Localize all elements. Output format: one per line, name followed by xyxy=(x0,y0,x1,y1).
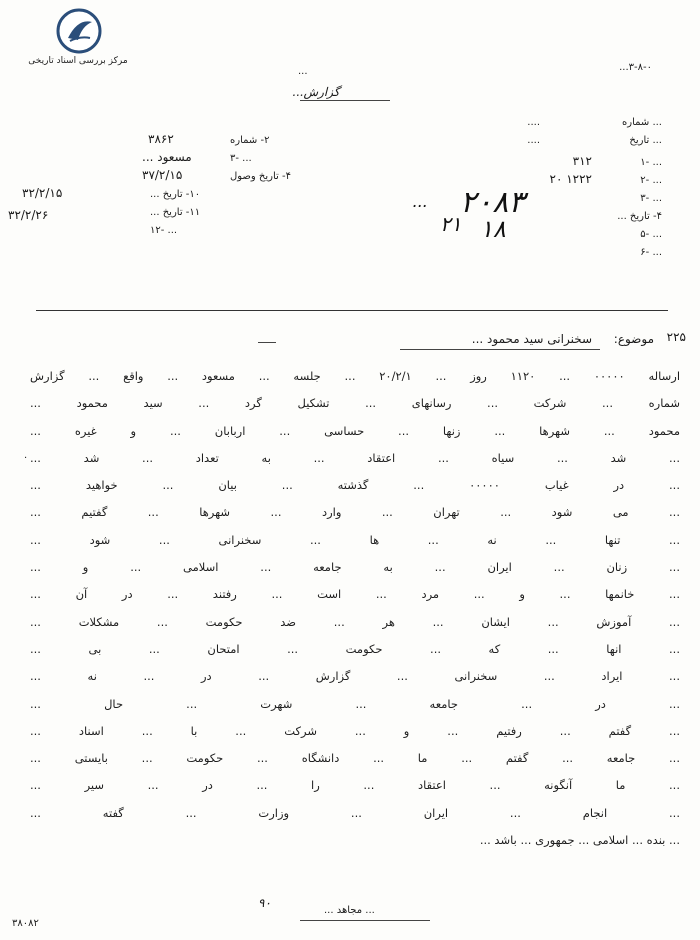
body-line: ... ما آنگونه ... اعتقاد ... را ... در ... سیر ... xyxy=(30,778,680,793)
body-line: ... بنده ... اسلامی ... جمهوری ... باشد ... xyxy=(479,833,680,848)
right-field-label: ۴- تاریخ ... xyxy=(617,211,662,222)
body-line: ... خانمها ... و ... مرد ... است ... رفتند ... در آن ... xyxy=(30,587,680,602)
left-field-label: ۳- ... xyxy=(230,153,252,164)
subject-text: سخنرانی سید محمود ... xyxy=(471,332,592,346)
handwritten-number: ۲۱ xyxy=(440,212,462,236)
left-field-value: ۳۸۶۲ xyxy=(148,132,174,146)
header-line-1: ... xyxy=(298,66,308,77)
logo-text: مرکز بررسی اسناد تاریخی xyxy=(28,56,128,66)
right-field-value: ۳۱۲ xyxy=(572,154,592,168)
margin-mark: . xyxy=(24,450,28,461)
body-line: ... انها ... که ... حکومت ... امتحان ... بی ... xyxy=(30,641,680,656)
classification-mark xyxy=(258,332,276,343)
right-field-label: ۵- ... xyxy=(640,229,662,240)
left-field-label: ۱۲- ... xyxy=(150,225,178,236)
header-line-2: گزارش... xyxy=(292,85,340,99)
left-field-label: ۲- شماره xyxy=(230,135,270,146)
body-line: محمود ... شهرها ... زنها ... حساسی ... اربابان ... و غیره ... xyxy=(30,423,680,438)
right-field-label: ... شماره xyxy=(622,117,662,128)
footer-underline xyxy=(300,920,430,921)
right-field-label: ... تاریخ xyxy=(629,135,662,146)
body-line: ... تنها ... نه ... ها ... سخنرانی ... شود ... xyxy=(30,532,680,547)
left-edge-date: ۳۲/۲/۲۶ xyxy=(8,208,49,222)
subject-label: موضوع: xyxy=(613,332,654,346)
handwritten-mark: ... xyxy=(412,192,428,211)
body-line: ... می شود ... تهران ... وارد ... شهرها ... گفتیم ... xyxy=(30,505,680,520)
left-field-value: ۳۷/۲/۱۵ xyxy=(142,168,183,182)
handwritten-number: ۱۸ xyxy=(480,215,506,243)
body-line: ... در غیاب ۰۰۰۰۰ ... گذشته ... بیان ... خواهید ... xyxy=(30,478,680,493)
archive-logo xyxy=(18,8,138,70)
right-field-label: ۱- ... xyxy=(640,157,662,168)
right-field-dots: .... xyxy=(527,135,540,146)
body-line: ... انجام ... ایران ... وزارت ... گفته ... xyxy=(30,805,680,820)
body-line: ... جامعه ... گفتم ... ما ... دانشگاه ... حکومت ... بایستی ... xyxy=(30,751,680,766)
body-line: ... ایراد ... سخنرانی ... گزارش ... در ... نه ... xyxy=(30,669,680,684)
subject-margin-note: ۲۲۵ xyxy=(666,330,686,344)
right-field-value: ۲۰ ۱۲۲۲ xyxy=(549,172,592,186)
right-field-label: ۲- ... xyxy=(640,175,662,186)
left-field-label: ۴- تاریخ وصول xyxy=(230,171,291,182)
archive-logo-icon xyxy=(56,8,102,54)
body-line: ... زنان ... ایران ... به جامعه ... اسلامی ... و ... xyxy=(30,560,680,575)
footer-center-text: ... مجاهد ... xyxy=(324,905,375,916)
left-field-value: ۳۲/۲/۱۵ xyxy=(22,186,63,200)
footer-number: ۹۰ xyxy=(258,896,271,910)
right-field-label: ۳- ... xyxy=(640,193,662,204)
body-line: ... در ... جامعه ... شهرت ... حال ... xyxy=(30,696,680,711)
section-divider xyxy=(36,310,668,311)
left-field-label: ۱۰- تاریخ ... xyxy=(150,189,201,200)
body-line: ارساله ۰۰۰۰۰ ... ۱۱۲۰ روز ... ۲۰/۲/۱ ... جلسه ... مسعود ... واقع ... گزارش xyxy=(30,369,680,383)
body-line: ... گفتم ... رفتیم ... و ... شرکت ... با ... اسناد ... xyxy=(30,723,680,738)
top-right-code: ...۳-۸-۰ xyxy=(619,62,652,73)
handwritten-number: ۲۰۸۳ xyxy=(460,185,525,220)
body-line: ... شد ... سیاه ... اعتقاد ... به تعداد ... شد ... xyxy=(30,450,680,465)
header-underline xyxy=(300,100,390,101)
body-line: ... آموزش ... ایشان ... هر ... ضد حکومت ... مشکلات ... xyxy=(30,614,680,629)
left-field-label: ۱۱- تاریخ ... xyxy=(150,207,201,218)
subject-underline xyxy=(400,349,600,350)
right-field-label: ۶- ... xyxy=(640,247,662,258)
body-line: شماره ... شرکت ... رسانهای ... تشکیل گرد ... سید محمود ... xyxy=(30,396,680,411)
report-body xyxy=(30,363,680,854)
right-field-dots: .... xyxy=(527,117,540,128)
footer-code: ۳۸۰۸۲ xyxy=(12,918,39,929)
left-field-value: مسعود ... xyxy=(142,150,192,164)
